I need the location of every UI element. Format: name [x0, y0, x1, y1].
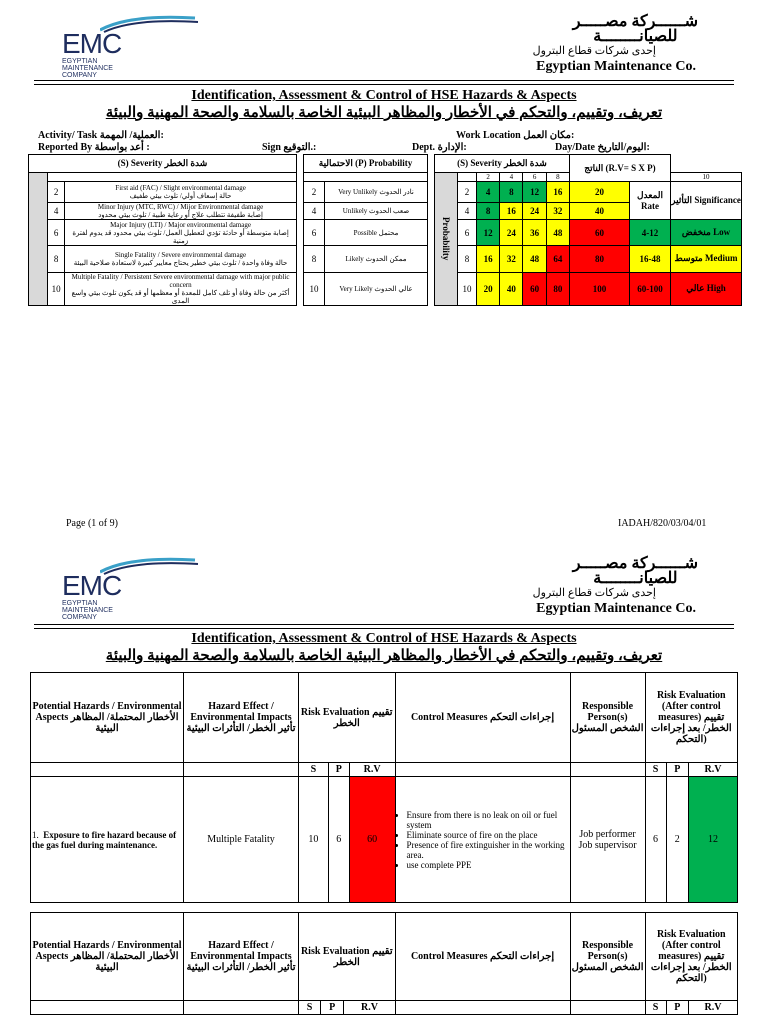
company-subtitle-ar: إحدى شركات قطاع البترول	[532, 45, 656, 57]
risk-cell: 48	[523, 246, 546, 272]
level-rate-low: 4-12	[630, 219, 671, 245]
after-control-header: Risk Evaluation (After control measures) تقييم الخطر/ بعد إجراءات التحكم)	[645, 913, 737, 1001]
side-strip	[29, 173, 48, 306]
rate-header: المعدل Rate	[630, 182, 671, 219]
logo-text: EMC	[62, 570, 122, 601]
control-cell: • Ensure from there is no leak on oil or fuel system • Eliminate source of fire on the place • Presence of fire extinguisher in the working area. • use complete PPE	[395, 777, 570, 903]
p-cell: 6	[328, 777, 349, 903]
header-divider	[34, 80, 734, 81]
hazard-table-2	[30, 912, 738, 1015]
responsible-header: Responsible Person(s) الشخص المسئول	[570, 913, 645, 1001]
page-title-ar: تعريف، وتقييم، والتحكم في الأخطار والمظاهر البيئية الخاصة بالسلامة والصحة المهنية والبيئة	[105, 648, 663, 664]
risk-cell: 4	[477, 182, 500, 202]
header-divider	[34, 84, 734, 85]
row-value: 6	[458, 219, 477, 245]
rv2-cell: 12	[688, 777, 737, 903]
after-control-header: Risk Evaluation (After control measures) تقييم الخطر/ بعد إجراءات التحكم)	[645, 673, 737, 763]
col-head: 4	[500, 173, 523, 182]
probability-value: 6	[304, 219, 325, 245]
sign-label: Sign التوقيع.:	[262, 142, 317, 153]
risk-matrix	[28, 154, 742, 306]
level-sig-high: عالي High	[671, 272, 742, 305]
risk-cell: 32	[500, 246, 523, 272]
row-value: 8	[458, 246, 477, 272]
severity-value: 10	[48, 272, 65, 305]
responsible-header: Responsible Person(s) الشخص المسئول	[570, 673, 645, 763]
risk-cell: 40	[500, 272, 523, 305]
severity-header-2: (S) Severity شدة الخطر	[435, 155, 570, 173]
s-header: S	[645, 763, 666, 777]
effect-header: Hazard Effect / Environmental Impacts تأثير الخطر/ التأثرات البيئية	[184, 673, 299, 763]
probability-desc: Likely ممكن الحدوث	[325, 246, 428, 272]
risk-cell: 24	[523, 202, 546, 219]
logo-subtext: EGYPTIAN MAINTENANCE COMPANY	[62, 58, 113, 79]
emc-logo	[62, 12, 172, 79]
col-head: 10	[671, 173, 742, 182]
result-header: الناتج (R.V= S X P)	[569, 155, 670, 182]
col-head: 8	[546, 173, 569, 182]
hazards-header: Potential Hazards / Environmental Aspects الأخطار المحتملة/ المظاهر البيئية	[31, 673, 184, 763]
page-number: Page (1 of 9)	[66, 518, 118, 529]
severity-desc: Multiple Fatality / Persistent Severe environmental damage with major public concern أكثر من حالة وفاة أو تلف كامل للمعدة أو معظمها أو قد يكون تلوث بيئي واسع المدى	[65, 272, 297, 305]
logo-subtext: EGYPTIAN MAINTENANCE COMPANY	[62, 600, 113, 621]
risk-cell: 20	[477, 272, 500, 305]
day-date-label: Day/Date اليوم/التاريخ:	[555, 142, 650, 153]
risk-cell: 60	[569, 219, 629, 245]
rv-header: R.V	[688, 763, 737, 777]
control-header: Control Measures إجراءات التحكم	[395, 913, 570, 1001]
logo-text: EMC	[62, 28, 122, 59]
risk-cell: 40	[569, 202, 629, 219]
risk-cell: 100	[569, 272, 629, 305]
header-divider	[34, 624, 734, 625]
risk-cell: 8	[477, 202, 500, 219]
s-header: S	[299, 763, 329, 777]
level-rate-high: 60-100	[630, 272, 671, 305]
risk-cell: 80	[569, 246, 629, 272]
probability-header: الاحتمالية (P) Probability	[304, 155, 428, 173]
risk-cell: 16	[477, 246, 500, 272]
probability-desc: Very Unlikely نادر الحدوث	[325, 182, 428, 202]
risk-cell: 16	[546, 182, 569, 202]
risk-cell: 48	[546, 219, 569, 245]
severity-value: 2	[48, 182, 65, 202]
severity-desc: Major Injury (LTI) / Major environmental damage إصابة متوسطة أو حادثة تؤدي لتعطيل العمل/ تلوث بيئي محدود قد يدوم لفترة زمنية	[65, 219, 297, 245]
hazard-cell: 1. Exposure to fire hazard because of the gas fuel during maintenance.	[31, 777, 184, 903]
row-value: 4	[458, 202, 477, 219]
rv-header: R.V	[349, 763, 395, 777]
rv-header: R.V	[344, 1001, 395, 1015]
p-header: P	[666, 1001, 688, 1015]
risk-cell: 36	[523, 219, 546, 245]
s-header: S	[645, 1001, 666, 1015]
control-header: Control Measures إجراءات التحكم	[395, 673, 570, 763]
severity-value: 4	[48, 202, 65, 219]
emc-logo	[62, 554, 172, 621]
significance-header: التأثير Significance	[671, 182, 742, 219]
company-subtitle-ar: إحدى شركات قطاع البترول	[532, 587, 656, 599]
risk-cell: 12	[477, 219, 500, 245]
severity-desc: First aid (FAC) / Slight environmental damage حالة إسعاف أولي/ تلوث بيئي طفيف	[65, 182, 297, 202]
page-title-ar: تعريف، وتقييم، والتحكم في الأخطار والمظاهر البيئية الخاصة بالسلامة والصحة المهنية والبيئة	[105, 105, 663, 121]
p-header: P	[320, 1001, 343, 1015]
probability-value: 4	[304, 202, 325, 219]
p-header: P	[666, 763, 688, 777]
risk-cell: 12	[523, 182, 546, 202]
company-name-en: Egyptian Maintenance Co.	[536, 59, 696, 74]
risk-cell: 60	[523, 272, 546, 305]
company-name-ar: شــــــركة مصـــــر للصيانــــــــة	[572, 555, 698, 587]
header-divider	[34, 628, 734, 629]
effect-cell: Multiple Fatality	[184, 777, 299, 903]
risk-eval-header: Risk Evaluation تقييم الخطر	[299, 913, 396, 1001]
level-sig-low: منخفض Low	[671, 219, 742, 245]
p-header: P	[328, 763, 349, 777]
rv-cell: 60	[349, 777, 395, 903]
severity-value: 8	[48, 246, 65, 272]
probability-value: 8	[304, 246, 325, 272]
risk-cell: 32	[546, 202, 569, 219]
hazards-header: Potential Hazards / Environmental Aspects الأخطار المحتملة/ المظاهر البيئية	[31, 913, 184, 1001]
company-name-en: Egyptian Maintenance Co.	[536, 601, 696, 616]
row-value: 2	[458, 182, 477, 202]
col-head: 6	[523, 173, 546, 182]
risk-cell: 24	[500, 219, 523, 245]
risk-cell: 16	[500, 202, 523, 219]
probability-side-label: Probability	[435, 173, 458, 306]
page-title-en: Identification, Assessment & Control of HSE Hazards & Aspects	[191, 88, 577, 103]
activity-label: Activity/ Task العملية/ المهمة:	[38, 130, 164, 141]
reported-by-label: Reported By أعد بواسطة :	[38, 142, 150, 153]
risk-cell: 64	[546, 246, 569, 272]
severity-desc: Minor Injury (MTC, RWC) / Mijor Environmental damage إصابة طفيفة تتطلب علاج أو رعاية طبية / تلوث بيئي محدود	[65, 202, 297, 219]
severity-desc: Single Fatality / Severe environmental damage حالة وفاة واحدة / تلوث بيئي خطير يحتاج معايير كبيرة لاستعادة صلاحية البيئة	[65, 246, 297, 272]
rv-header: R.V	[688, 1001, 737, 1015]
effect-header: Hazard Effect / Environmental Impacts تأثير الخطر/ التأثرات البيئية	[184, 913, 299, 1001]
row-value: 10	[458, 272, 477, 305]
document-code: IADAH/820/03/04/01	[618, 518, 707, 529]
hazard-table	[30, 672, 738, 903]
severity-header: (S) Severity شدة الخطر	[29, 155, 297, 173]
risk-cell: 8	[500, 182, 523, 202]
s-header: S	[299, 1001, 321, 1015]
probability-desc: Unlikely صعب الحدوث	[325, 202, 428, 219]
s2-cell: 6	[645, 777, 666, 903]
risk-cell: 20	[569, 182, 629, 202]
level-rate-medium: 16-48	[630, 246, 671, 272]
level-sig-medium: متوسط Medium	[671, 246, 742, 272]
probability-desc: Very Likely عالي الحدوث	[325, 272, 428, 305]
risk-cell: 80	[546, 272, 569, 305]
page-title-en: Identification, Assessment & Control of HSE Hazards & Aspects	[191, 631, 577, 646]
p2-cell: 2	[666, 777, 688, 903]
s-cell: 10	[299, 777, 329, 903]
probability-value: 10	[304, 272, 325, 305]
probability-value: 2	[304, 182, 325, 202]
risk-eval-header: Risk Evaluation تقييم الخطر	[299, 673, 396, 763]
work-location-label: Work Location مكان العمل:	[456, 130, 575, 141]
responsible-cell: Job performer Job supervisor	[570, 777, 645, 903]
company-name-ar: شــــــركة مصـــــر للصيانــــــــة	[572, 13, 698, 45]
probability-desc: Possible محتمل	[325, 219, 428, 245]
severity-value: 6	[48, 219, 65, 245]
col-head: 2	[477, 173, 500, 182]
dept-label: Dept. الإدارة:	[412, 142, 467, 153]
